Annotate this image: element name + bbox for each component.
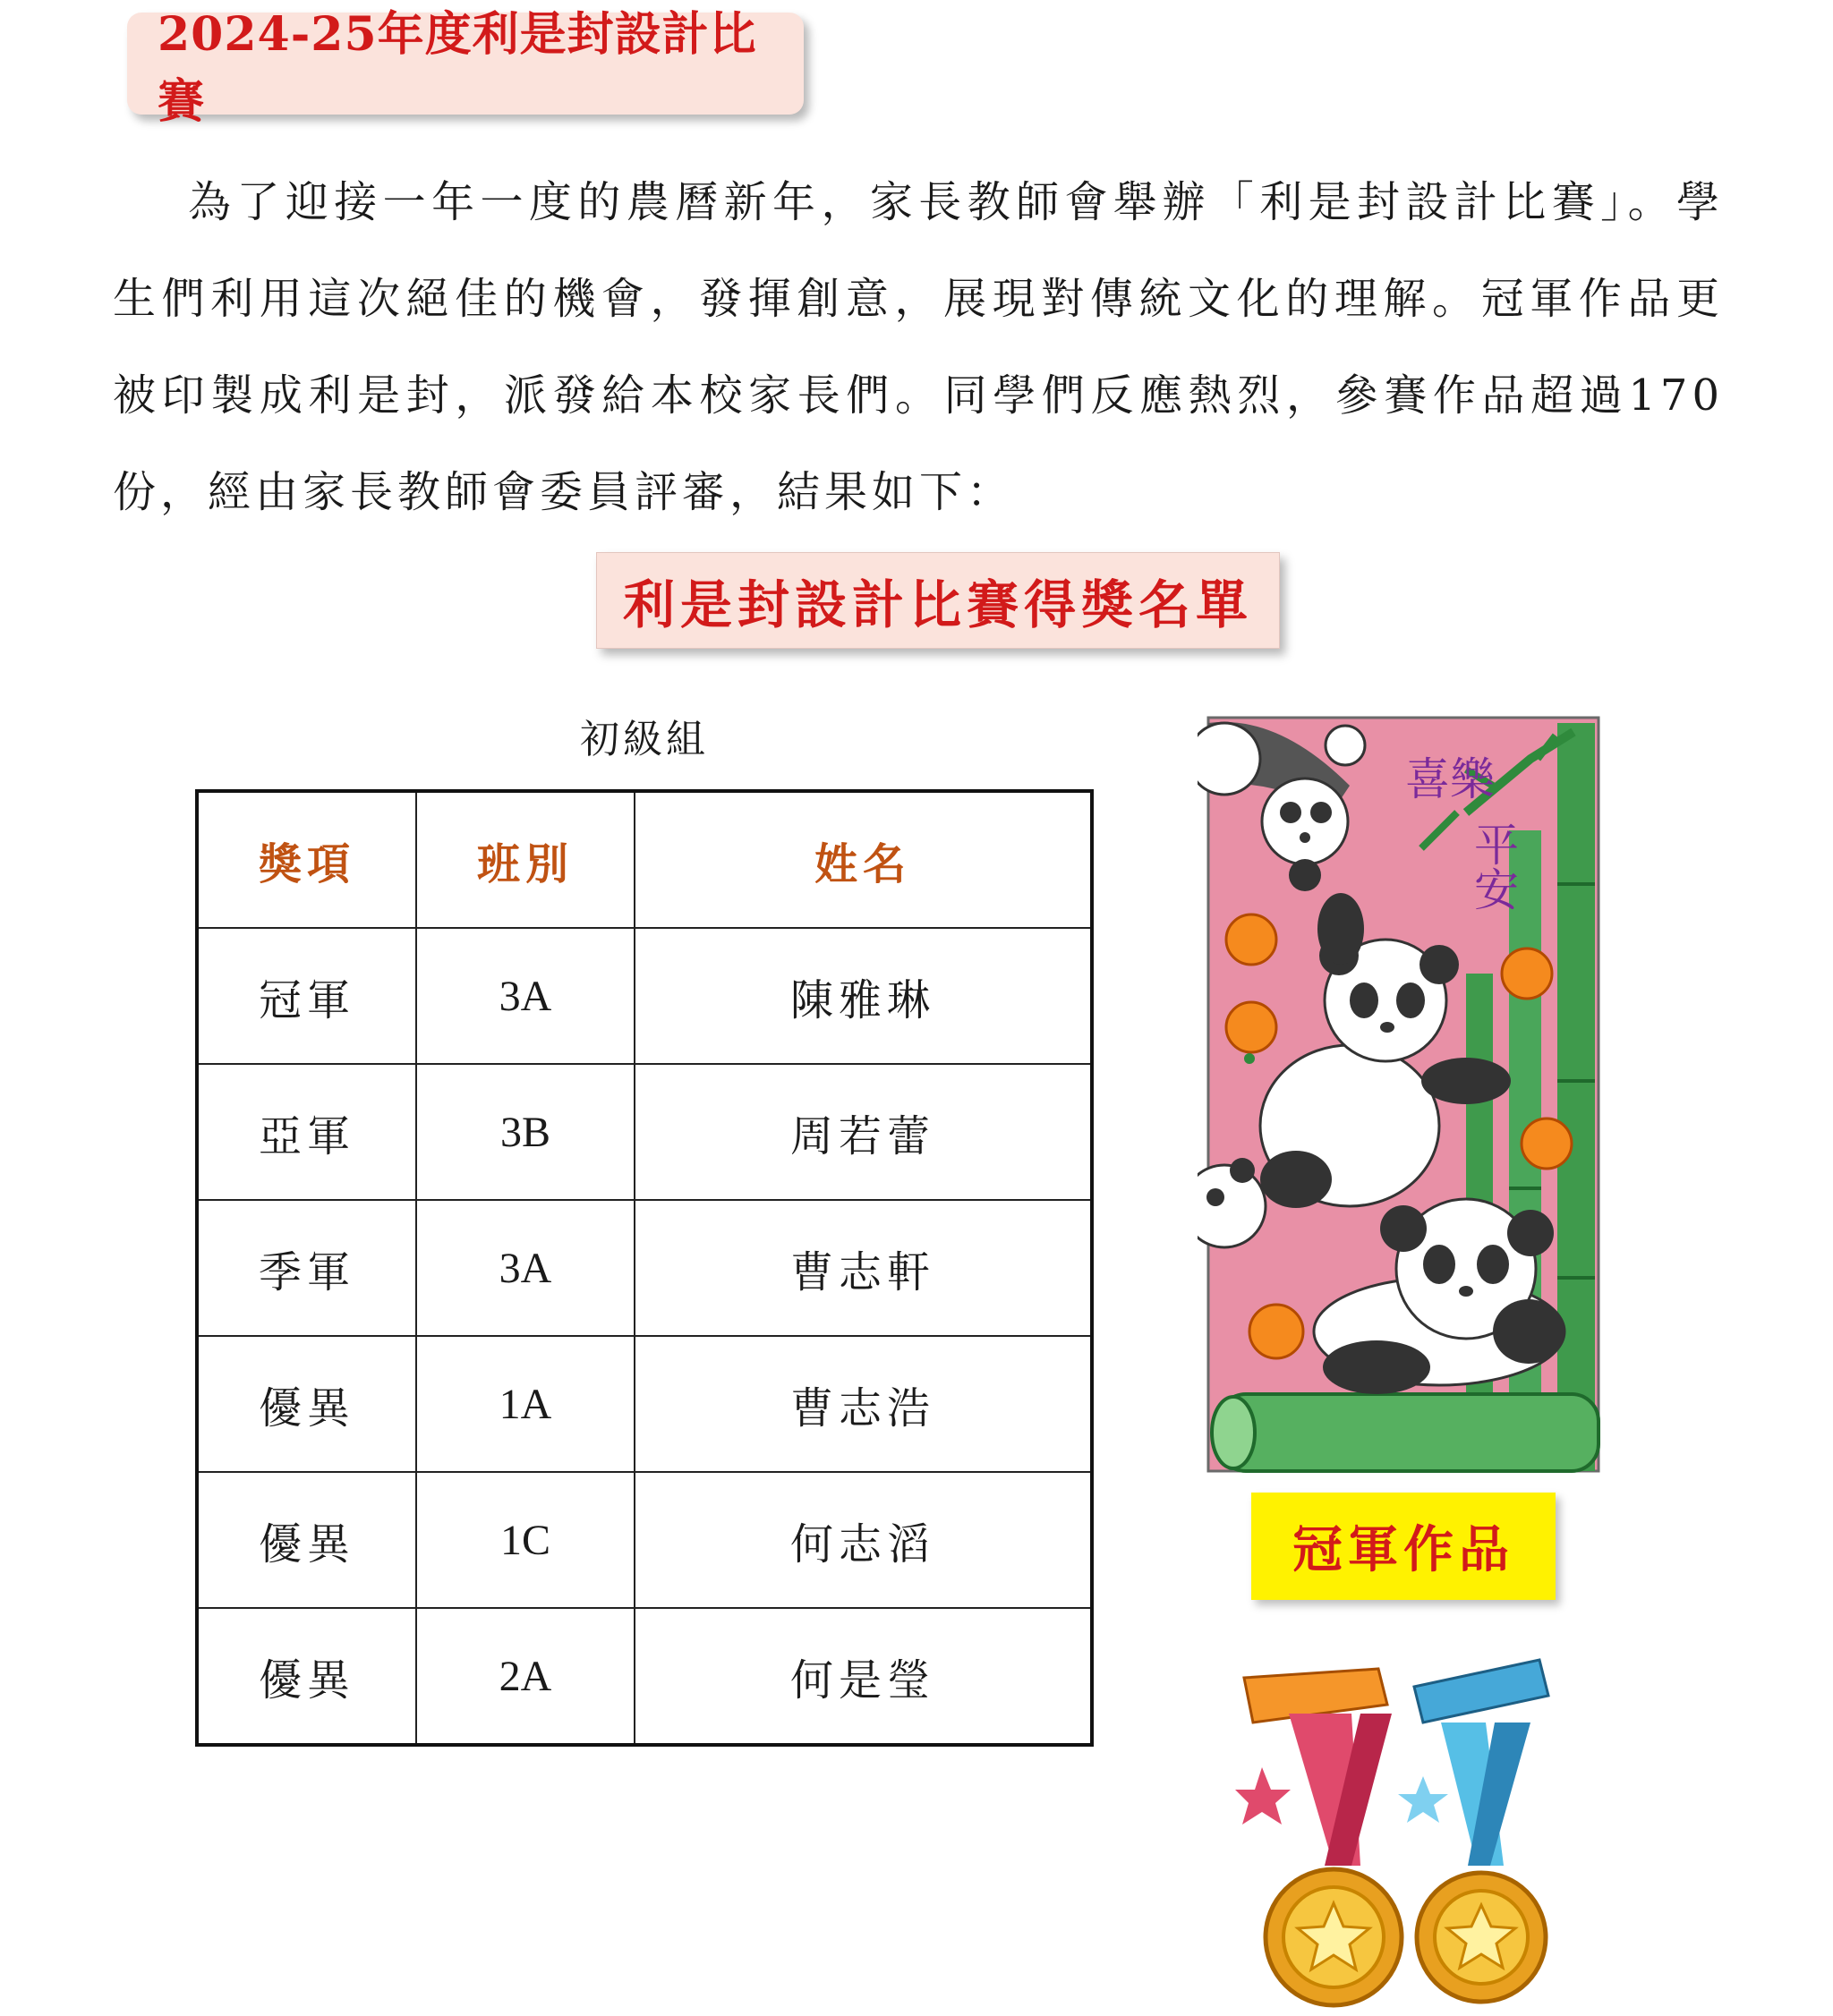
class-cell: 3A [416, 928, 635, 1064]
artwork-text-right: 平安 [1467, 821, 1519, 911]
name-cell: 曹志浩 [635, 1336, 1092, 1472]
class-cell: 1C [416, 1472, 635, 1608]
award-cell: 季軍 [197, 1200, 416, 1336]
name-cell: 何是瑩 [635, 1608, 1092, 1745]
header-class: 班別 [416, 791, 635, 928]
award-cell: 優異 [197, 1472, 416, 1608]
medals-icon [1235, 1642, 1575, 2009]
name-cell: 何志滔 [635, 1472, 1092, 1608]
name-cell: 周若蕾 [635, 1064, 1092, 1200]
table-row [197, 928, 1092, 1064]
svg-text:平安 [1467, 821, 1519, 911]
table-row [197, 1200, 1092, 1336]
group-label: 初級組 [580, 717, 709, 762]
page-title: 2024-25年度利是封設計比賽 [158, 7, 757, 129]
award-list-title: 利是封設計比賽得獎名單 [622, 574, 1253, 635]
name-cell: 陳雅琳 [635, 928, 1092, 1064]
award-cell: 優異 [197, 1608, 416, 1745]
champion-label-text: 冠軍作品 [1292, 1520, 1514, 1579]
intro-paragraph: 為了迎接一年一度的農曆新年，家長教師會舉辦「利是封設計比賽」。學生們利用這次絕佳的機會，發揮創意，展現對傳統文化的理解。冠軍作品更被印製成利是封，派發給本校家長們。同學們反應熱烈，參賽作品超過170份，經由家長教師會委員評審，結果如下： [113, 177, 1724, 517]
class-cell: 2A [416, 1608, 635, 1745]
name-cell: 曹志軒 [635, 1200, 1092, 1336]
awards-table [195, 789, 1094, 1747]
table-row [197, 1472, 1092, 1608]
table-row [197, 1608, 1092, 1745]
header-name: 姓名 [635, 791, 1092, 928]
title-banner [127, 7, 804, 129]
subtitle-banner [596, 552, 1280, 649]
class-cell: 3B [416, 1064, 635, 1200]
table-header-row [197, 791, 1092, 928]
table-row [197, 1336, 1092, 1472]
class-cell: 3A [416, 1200, 635, 1336]
medal-icon [1235, 1669, 1402, 2005]
class-cell: 1A [416, 1336, 635, 1472]
award-cell: 亞軍 [197, 1064, 416, 1200]
champion-artwork-image [1198, 705, 1609, 1485]
artwork-text-left: 喜樂 [1405, 753, 1495, 805]
svg-text:喜樂 [1405, 753, 1496, 805]
table-row [197, 1064, 1092, 1200]
award-cell: 優異 [197, 1336, 416, 1472]
medal-icon [1398, 1660, 1548, 2002]
award-cell: 冠軍 [197, 928, 416, 1064]
header-award: 獎項 [197, 791, 416, 928]
champion-work-label [1251, 1493, 1556, 1600]
